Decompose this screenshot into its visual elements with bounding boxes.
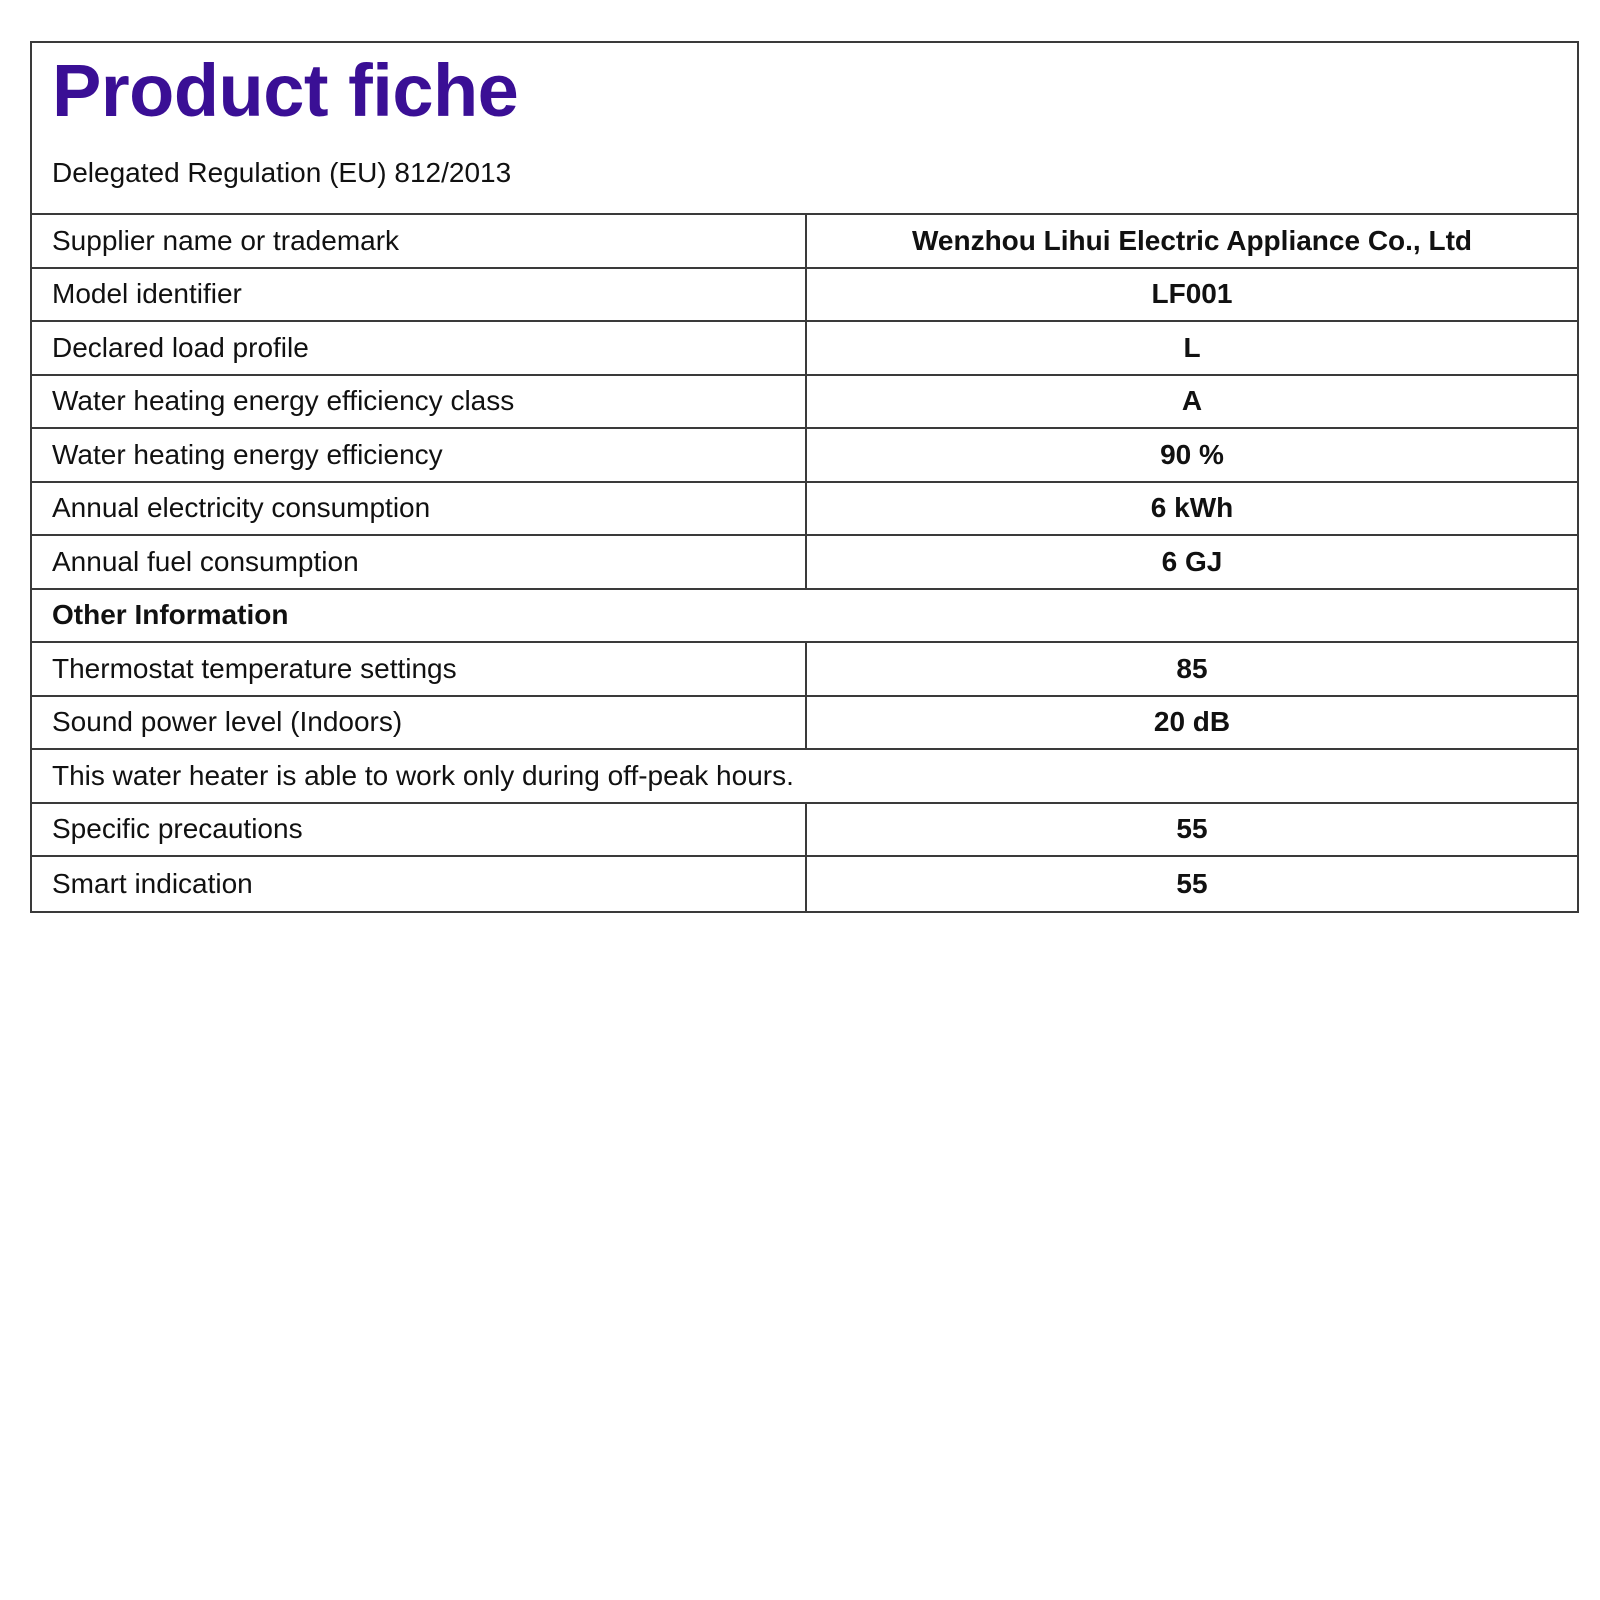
table-row-efficiency (32, 429, 1577, 483)
row-label: Annual electricity consumption (32, 483, 807, 535)
row-label: Model identifier (32, 269, 807, 321)
table-row-efficiency-class (32, 376, 1577, 430)
row-value: LF001 (1151, 278, 1233, 310)
table-row-precautions (32, 804, 1577, 858)
row-value: Wenzhou Lihui Electric Appliance Co., Ltd (911, 224, 1473, 256)
row-label: Declared load profile (32, 322, 807, 374)
row-value: 55 (1176, 867, 1208, 899)
row-value: L (1183, 331, 1201, 363)
row-value: 85 (1176, 652, 1208, 684)
page-title: Product fiche (52, 49, 519, 132)
table-row-electricity (32, 483, 1577, 537)
row-value: A (1181, 385, 1203, 417)
row-label: Annual fuel consumption (32, 536, 807, 588)
row-label: Specific precautions (32, 804, 807, 856)
section-heading: Other Information (52, 599, 289, 631)
table-row-off-peak-note (32, 750, 1577, 804)
row-label: Water heating energy efficiency (32, 429, 807, 481)
row-value: 20 dB (1153, 706, 1231, 738)
row-label: Thermostat temperature settings (32, 643, 807, 695)
off-peak-note: This water heater is able to work only during off-peak hours. (52, 759, 794, 791)
table-row-smart (32, 857, 1577, 911)
row-label: Smart indication (32, 857, 807, 911)
table-row-supplier (32, 215, 1577, 269)
table-row-model (32, 269, 1577, 323)
table-row-section-other (32, 590, 1577, 644)
row-value: 90 % (1160, 438, 1224, 470)
product-fiche-table (30, 41, 1579, 913)
row-label: Water heating energy efficiency class (32, 376, 807, 428)
table-row-sound (32, 697, 1577, 751)
row-value: 6 kWh (1150, 492, 1234, 524)
table-row-load-profile (32, 322, 1577, 376)
row-label: Supplier name or trademark (32, 215, 807, 267)
table-row-fuel (32, 536, 1577, 590)
row-label: Sound power level (Indoors) (32, 697, 807, 749)
row-value: 55 (1176, 813, 1208, 845)
table-row-thermostat (32, 643, 1577, 697)
row-value: 6 GJ (1161, 545, 1223, 577)
fiche-header (32, 43, 1577, 215)
regulation-subtitle: Delegated Regulation (EU) 812/2013 (52, 157, 512, 188)
